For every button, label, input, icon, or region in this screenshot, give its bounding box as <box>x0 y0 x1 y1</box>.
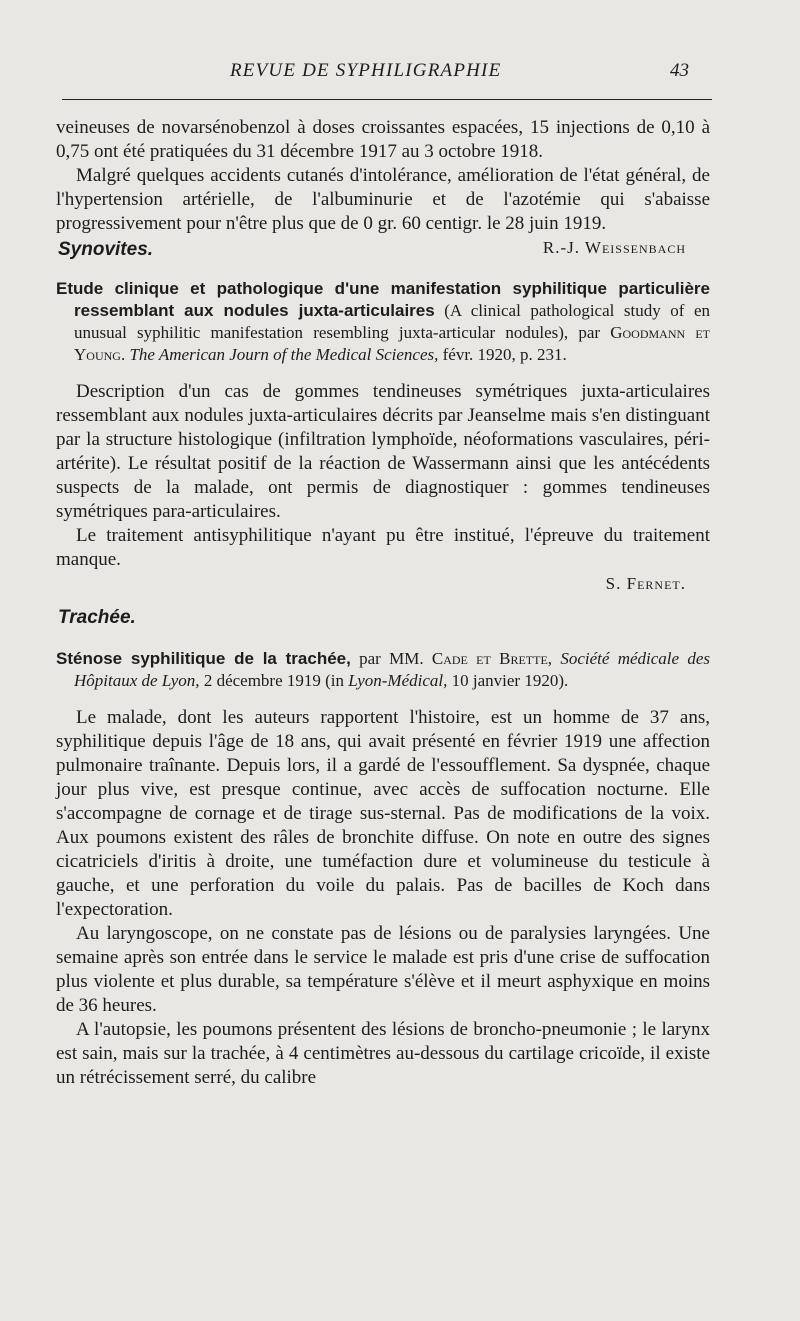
author-signature: R.-J. Weissenbach <box>542 238 686 257</box>
article-ref-text: févr. 1920, p. 231. <box>438 345 567 364</box>
article-reference <box>56 278 710 366</box>
header-rule <box>62 99 712 100</box>
article-ref-text: . <box>120 345 130 364</box>
article-ref-text: 10 janvier 1920). <box>447 671 569 690</box>
paragraph: Le traitement antisyphilitique n'ayant pu être institué, l'épreuve du traitement manque. <box>56 525 710 570</box>
article-ref-text: (A clinical pathological study of en unusual syphilitic manifestation resembling juxta-articular nodules), par <box>74 301 710 342</box>
section-heading-synovites: Synovites. <box>58 239 154 260</box>
article-title: Sténose syphilitique de la trachée, <box>56 649 351 668</box>
article-ref-text: 2 décembre 1919 (in <box>199 671 349 690</box>
article-journal: The American Journ of the Medical Sciences, <box>129 345 439 364</box>
article-journal: Lyon-Médical, <box>348 671 448 690</box>
section-heading-trachee: Trachée. <box>58 607 136 628</box>
paragraph-continuation: veineuses de novarsénobenzol à doses croissantes espacées, 15 injections de 0,10 à 0,75 ont été pratiquées du 31 décembre 1917 au 3 octobre 1918. <box>56 117 710 162</box>
paragraph: A l'autopsie, les poumons présentent des lésions de broncho-pneumonie ; le larynx est sain, mais sur la trachée, à 4 centimètres au-dessous du cartilage cricoïde, il existe un rétrécissement serré, du calibre <box>56 1019 710 1088</box>
article-ref-text: par MM. <box>350 649 432 668</box>
page-header <box>0 60 800 88</box>
running-title: REVUE DE SYPHILIGRAPHIE <box>230 60 502 81</box>
paragraph: Le malade, dont les auteurs rapportent l'histoire, est un homme de 37 ans, syphilitique depuis l'âge de 18 ans, qui avait présenté en février 1919 une affection pulmonaire traînante. Depuis lors, il a gardé de l'essoufflement. Sa dyspnée, chaque jour plus vive, est presque continue, avec accès de suffocation nocturne. Elle s'accompagne de cornage et de tirage sus-sternal. Pas de modifications de la voix. Aux poumons existent des râles de bronchite diffuse. On note en outre des signes cicatriciels d'iritis à droite, une tuméfaction dure et volumineuse du testicule à gauche, et une perforation du voile du palais. Pas de bacilles de Koch dans l'expectoration. <box>56 707 710 920</box>
paragraph: Malgré quelques accidents cutanés d'intolérance, amélioration de l'état général, de l'hypertension artérielle, de l'albuminurie et de l'azotémie qui s'abaisse progressivement pour n'être plus que de 0 gr. 60 centigr. le 28 juin 1919. <box>56 165 710 234</box>
paragraph: Description d'un cas de gommes tendineuses symétriques juxta-articulaires ressemblant aux nodules juxta-articulaires décrits par Jeanselme mais s'en distinguant par la structure histologique (infiltration lymphoïde, néoformations vasculaires, péri-artérite). Le résultat positif de la réaction de Wassermann ainsi que les antécédents suspects de la malade, ont permis de diagnostiquer : gommes tendineuses symétriques para-articulaires. <box>56 381 710 522</box>
article-authors: Goodmann et Young <box>74 323 710 364</box>
article-authors: Cade et Brette, <box>431 649 553 668</box>
author-signature: S. Fernet. <box>605 574 686 593</box>
page-body <box>56 116 710 1090</box>
article-title: Etude clinique et pathologique d'une manifestation syphilitique particulière ressemblant aux nodules juxta-articulaires <box>56 279 710 320</box>
page-number: 43 <box>670 60 689 81</box>
article-society: Société médicale des Hôpitaux de Lyon, <box>74 649 711 690</box>
paragraph: Au laryngoscope, on ne constate pas de lésions ou de paralysies laryngées. Une semaine après son entrée dans le service le malade est pris d'une crise de suffocation plus violente et plus durable, sa température s'élève et il meurt asphyxique en moins de 36 heures. <box>56 923 710 1016</box>
article-reference <box>56 648 710 692</box>
